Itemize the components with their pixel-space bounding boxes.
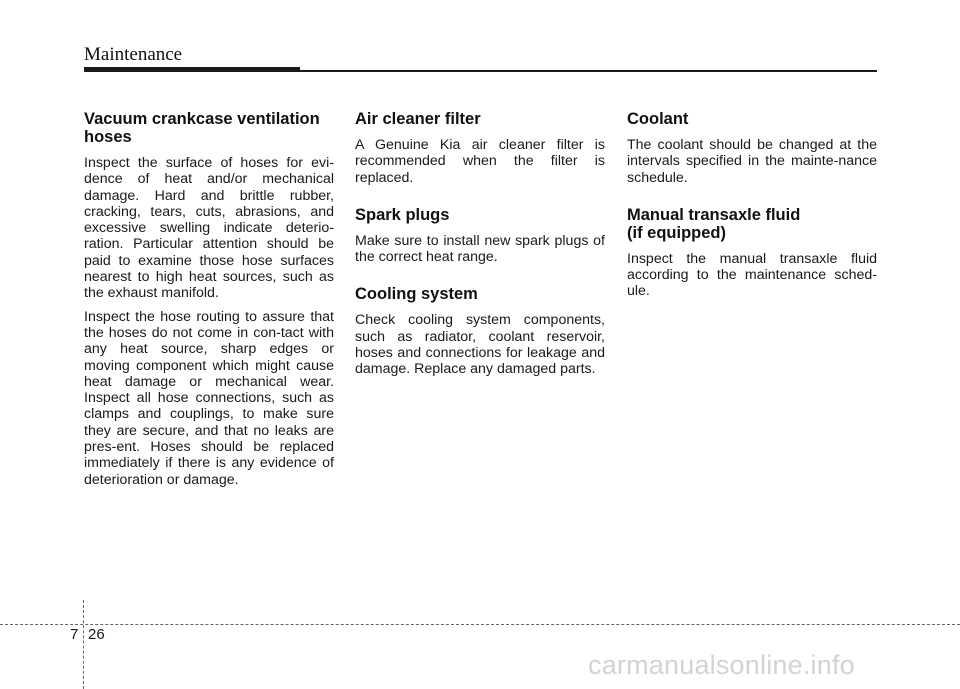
section-heading-coolant: Coolant <box>627 110 689 128</box>
page-header-title: Maintenance <box>84 44 183 65</box>
header-rule-thin <box>300 70 877 72</box>
paragraph: Check cooling system components, such as radiator, coolant reservoir, hoses and connections for leakage and damage. Replace any damaged parts. <box>355 312 605 378</box>
watermark-text: carmanualsonline.info <box>588 650 855 680</box>
section-heading-air-cleaner: Air cleaner filter <box>355 110 481 128</box>
footer-dashed-rule <box>0 624 960 625</box>
header-rule-thick <box>84 67 300 72</box>
heading-line: (if equipped) <box>627 223 726 242</box>
paragraph: Inspect the surface of hoses for evi-dence of heat and/or mechanical damage. Hard and brittle rubber, cracking, tears, cuts, abrasions, and excessive swelling indicate deterio-ration. Particular attention should be paid to examine those hose surfaces nearest to high heat sources, such as the exhaust manifold. <box>84 155 334 302</box>
column-2 <box>355 110 605 385</box>
section-heading-cooling-system: Cooling system <box>355 285 478 304</box>
heading-line: Vacuum crankcase ventilation <box>84 110 320 128</box>
paragraph: Make sure to install new spark plugs of the correct heat range. <box>355 232 605 266</box>
section-heading-manual-transaxle <box>627 206 877 242</box>
section-heading-spark-plugs: Spark plugs <box>355 205 450 224</box>
section-heading-vacuum-hoses <box>84 110 334 146</box>
paragraph: The coolant should be changed at the intervals specified in the mainte-nance schedule. <box>627 137 877 186</box>
paragraph: A Genuine Kia air cleaner filter is recommended when the filter is replaced. <box>355 137 605 186</box>
column-3 <box>627 110 877 307</box>
column-1 <box>84 110 334 495</box>
heading-line: hoses <box>84 128 132 146</box>
chapter-number: 7 <box>70 626 79 643</box>
heading-line: Manual transaxle fluid <box>627 205 801 224</box>
page-number: 26 <box>88 626 105 643</box>
footer-dashed-divider <box>83 600 84 689</box>
paragraph: Inspect the manual transaxle fluid according to the maintenance sched-ule. <box>627 250 877 300</box>
paragraph: Inspect the hose routing to assure that the hoses do not come in con-tact with any heat source, sharp edges or moving component which might cause heat damage or mechanical wear. Inspect all hose connections, such as clamps and couplings, to make sure they are secure, and that no leaks are pres-ent. Hoses should be replaced immediately if there is any evidence of deterioration or damage. <box>84 308 334 488</box>
